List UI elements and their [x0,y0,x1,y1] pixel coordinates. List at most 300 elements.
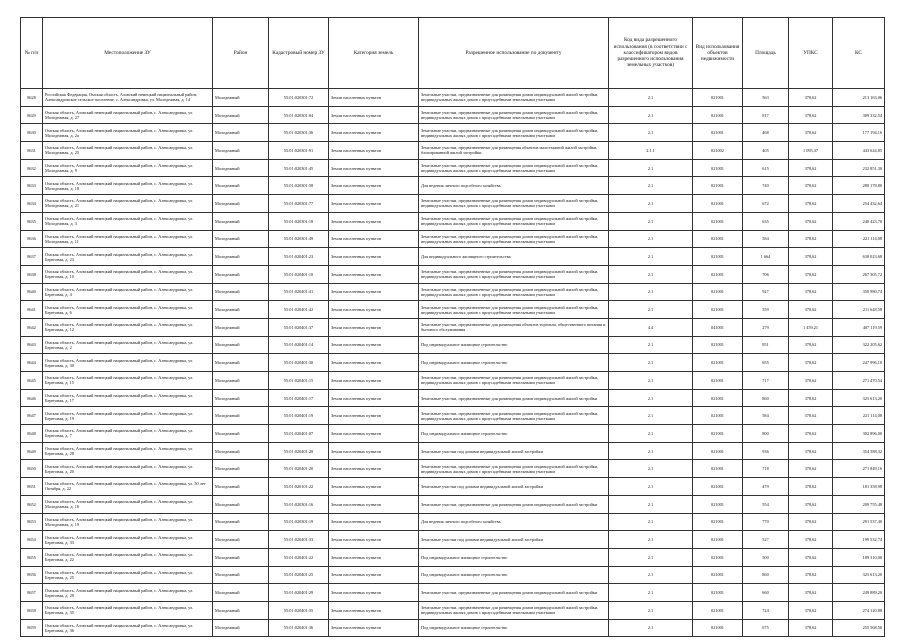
cell-text: 8632 [27,165,36,171]
cell-text: Земли населенных пунктов [331,165,381,171]
cell-text: 55:01:020401:17 [283,395,314,401]
cell-land-category [329,389,419,407]
cell-text: 378,62 [804,360,817,366]
cell-text: 240 423,70 [862,218,882,224]
cell-text: Земельные участки, предназначенные для размещения домов индивидуальной жилой застройки, индивидуальных жилых домов с приусадебными земельными участками [421,410,599,421]
cell-text: Молодежный [215,483,240,489]
cell-usage-type [693,89,743,107]
cell-text: 378,62 [804,625,817,631]
cell-permitted-use [419,372,609,390]
cell-cadastral-number [269,318,329,336]
cell-text: Земли населенных пунктов [331,130,381,136]
cell-text: Молодежный [215,554,240,560]
cell-land-category [329,265,419,283]
cell-row-number [21,159,43,177]
cell-use-code [609,230,693,248]
cell-upks [789,177,833,195]
cell-text: 584 [762,413,769,419]
cell-text: Земли населенных пунктов [331,200,381,206]
cell-location [43,513,213,531]
cell-permitted-use [419,513,609,531]
cell-location [43,265,213,283]
cell-permitted-use [419,177,609,195]
cell-text: 8630 [27,130,36,136]
cell-district [213,159,269,177]
cell-location [43,283,213,301]
cell-location [43,248,213,266]
cell-text: Молодежный [215,112,240,118]
cell-land-category [329,372,419,390]
cell-text: Земли населенных пунктов [331,590,381,596]
cell-text: 2.1 [647,183,654,189]
cell-cadastral-value [833,177,885,195]
cell-text: 2.1 [647,112,654,118]
cell-land-category [329,195,419,213]
cell-text: 021001 [711,448,724,454]
cell-row-number [21,425,43,443]
cell-text: 55:01:020401:23 [283,254,314,260]
cell-district [213,548,269,566]
cell-land-category [329,584,419,602]
cell-use-code [609,566,693,584]
cell-text: 55:01:020401:10 [283,271,314,277]
cell-text: 325 613,20 [862,395,882,401]
cell-text: Земли населенных пунктов [331,94,381,100]
cell-permitted-use [419,265,609,283]
cell-text: 378,62 [804,200,817,206]
cell-location [43,566,213,584]
cell-text: 211 648,58 [862,307,882,313]
cell-permitted-use [419,425,609,443]
column-header-cadastral-value: КС [833,18,885,89]
cell-row-number [21,177,43,195]
cell-text: 378,62 [804,236,817,242]
cell-text: 378,62 [804,466,817,472]
cell-cadastral-value [833,89,885,107]
cell-use-code [609,106,693,124]
cell-usage-type [693,230,743,248]
cell-text: Омская область, Азовский немецкий национальный район, с. Александровка, ул. Береговая, д. 22 [45,552,194,563]
cell-area [743,531,789,549]
cell-land-category [329,531,419,549]
cell-text: 2.1 [647,94,654,100]
table-row [21,195,885,213]
cell-text: 55:01:020401:19 [283,413,314,419]
cell-text: Земли населенных пунктов [331,537,381,543]
cell-location [43,495,213,513]
cell-text: 378,62 [804,342,817,348]
cell-text: 021001 [711,130,724,136]
cell-row-number [21,460,43,478]
cell-text: 55:01:020301:45 [283,165,314,171]
cell-text: 378,62 [804,430,817,436]
cell-text: 378,62 [804,307,817,313]
cell-location [43,124,213,142]
cell-text: 021001 [711,607,724,613]
cell-use-code [609,159,693,177]
cell-text: 354 388,32 [862,448,882,454]
cell-row-number [21,407,43,425]
cell-location [43,548,213,566]
cell-text: 2.1 [647,554,654,560]
cell-use-code [609,407,693,425]
cell-text: Земли населенных пунктов [331,466,381,472]
cell-text: 8635 [27,218,36,224]
cell-cadastral-number [269,89,329,107]
cell-cadastral-value [833,283,885,301]
cell-text: Омская область, Азовский немецкий национальный район, с. Александровка, ул. Береговая, д. 2 [45,339,194,350]
cell-cadastral-value [833,265,885,283]
table-row [21,548,885,566]
cell-land-category [329,566,419,584]
cell-text: 55:01:020401:15 [283,377,314,383]
cell-cadastral-number [269,372,329,390]
cell-upks [789,89,833,107]
cell-text: 8634 [27,200,36,206]
cell-text: Земли населенных пунктов [331,236,381,242]
cell-row-number [21,248,43,266]
cell-location [43,354,213,372]
cell-text: 55:01:020301:16 [283,501,314,507]
column-header-upks: УПКС [789,18,833,89]
table-row [21,177,885,195]
cell-location [43,336,213,354]
table-row [21,601,885,619]
cell-text: Омская область, Азовский немецкий национальный район, с. Александровка, ул. Береговая, д. 19 [45,410,194,421]
cell-use-code [609,124,693,142]
cell-text: 55:01:020301:91 [283,147,314,153]
table-row [21,106,885,124]
cell-text: 443 624,85 [862,147,882,153]
cell-area [743,495,789,513]
cell-text: 021001 [711,430,724,436]
cell-land-category [329,301,419,319]
cell-district [213,513,269,531]
table-row [21,584,885,602]
cell-cadastral-number [269,177,329,195]
cell-area [743,478,789,496]
cell-land-category [329,230,419,248]
cell-usage-type [693,584,743,602]
cell-row-number [21,336,43,354]
cell-district [213,442,269,460]
cell-text: 021001 [711,413,724,419]
table-row [21,531,885,549]
cell-text: 8633 [27,183,36,189]
cell-use-code [609,442,693,460]
cell-area [743,460,789,478]
cell-area [743,566,789,584]
cell-cadastral-number [269,159,329,177]
cell-location [43,106,213,124]
cell-text: 55:01:020401:29 [283,590,314,596]
cell-area [743,425,789,443]
cell-location [43,584,213,602]
cell-land-category [329,354,419,372]
cell-text: Омская область, Азовский немецкий национальный район, с. Александровка, ул. Молодежная, д. 9 [45,163,194,174]
cell-cadastral-value [833,548,885,566]
cell-text: 718 [762,466,769,472]
cell-district [213,389,269,407]
cell-text: 2.1 [647,537,654,543]
cell-upks [789,159,833,177]
cell-text: Молодежный [215,342,240,348]
cell-text: 021002 [711,147,724,153]
cell-use-code [609,619,693,637]
cell-area [743,89,789,107]
cell-text: Омская область, Азовский немецкий национальный район, с. Александровка, ул. Береговая, д. 25 [45,569,194,580]
cell-text: 479 [762,483,769,489]
cell-area [743,389,789,407]
cell-cadastral-value [833,336,885,354]
cell-permitted-use [419,478,609,496]
cell-use-code [609,89,693,107]
cell-text: 021001 [711,342,724,348]
cell-text: 55:01:020401:28 [283,448,314,454]
cell-row-number [21,230,43,248]
cell-location [43,195,213,213]
cell-text: Молодежный [215,395,240,401]
cell-text: 021001 [711,572,724,578]
cell-area [743,212,789,230]
cell-cadastral-number [269,142,329,160]
cell-text: Земельные участки, предназначенные для размещения домов индивидуальной жилой застройки [421,395,598,401]
cell-text: 021001 [711,377,724,383]
cell-row-number [21,548,43,566]
cell-usage-type [693,195,743,213]
cell-usage-type [693,336,743,354]
cell-text: Омская область, Азовский немецкий национальный район, с. Александровка, ул. Береговая, д. 4 [45,286,194,297]
cell-text: 181 358,98 [862,483,882,489]
cell-cadastral-value [833,531,885,549]
cell-cadastral-value [833,124,885,142]
table-row [21,248,885,266]
cell-text: Омская область, Азовский немецкий национальный район, с. Александровка, ул. Береговая, д. 12 [45,322,194,333]
cell-usage-type [693,354,743,372]
cell-upks [789,318,833,336]
cell-text: Омская область, Азовский немецкий национальный район, с. Александровка, ул. Береговая, д. 29 [45,587,194,598]
cell-text: Молодежный [215,289,240,295]
cell-text: 189 310,00 [862,554,882,560]
cell-area [743,248,789,266]
cell-area [743,301,789,319]
cell-text: Земли населенных пунктов [331,395,381,401]
cell-cadastral-value [833,354,885,372]
cell-cadastral-value [833,301,885,319]
cell-land-category [329,212,419,230]
cell-district [213,177,269,195]
cell-text: 378,62 [804,501,817,507]
cell-text: 021001 [711,501,724,507]
cell-text: 55:01:020401:37 [283,324,314,330]
cell-text: 8638 [27,271,36,277]
cell-cadastral-value [833,142,885,160]
cell-text: 279 [762,324,769,330]
cell-usage-type [693,531,743,549]
cell-area [743,354,789,372]
cell-permitted-use [419,336,609,354]
cell-upks [789,601,833,619]
cell-upks [789,407,833,425]
cell-text: Земельные участки, предназначенные для размещения домов индивидуальной жилой застройки, индивидуальных жилых домов с приусадебными земельными участками [421,375,599,386]
cell-text: 8649 [27,448,36,454]
cell-text: Земли населенных пунктов [331,501,381,507]
cell-text: 021001 [711,200,724,206]
cell-text: 770 [762,519,769,525]
cell-cadastral-value [833,513,885,531]
cell-row-number [21,195,43,213]
cell-text: 378,62 [804,395,817,401]
cell-text: 55:01:020301:84 [283,112,314,118]
cell-text: Омская область, Азовский немецкий национальный район, с. Александровка, ул. Молодежная, д. 2а [45,127,194,138]
cell-text: 8647 [27,413,36,419]
cell-text: Омская область, Азовский немецкий национальный район, с. Александровка, ул. Молодежная, д. 16 [45,499,194,510]
cell-upks [789,142,833,160]
table-row [21,124,885,142]
cell-text: 2.1 [647,218,654,224]
cell-cadastral-value [833,425,885,443]
cell-text: Для индивидуального жилищного строительства [421,254,511,260]
cell-text: 309 332,54 [862,112,882,118]
cell-cadastral-value [833,212,885,230]
cell-text: 041001 [711,324,724,330]
cell-text: Земли населенных пунктов [331,519,381,525]
cell-text: Земельные участки, предназначенные для размещения домов индивидуальной жилой застройки, индивидуальных жилых домов с приусадебными земельными участками [421,110,599,121]
cell-upks [789,283,833,301]
cell-text: 267 305,72 [862,271,882,277]
cell-text: 500 [762,554,769,560]
cell-text: Молодежный [215,448,240,454]
cell-land-category [329,142,419,160]
cell-text: 717 [762,377,769,383]
cell-text: 221 114,08 [862,413,882,419]
cell-text: 021001 [711,483,724,489]
cell-area [743,142,789,160]
cell-use-code [609,425,693,443]
cell-text: 021001 [711,554,724,560]
column-header-cadastral-number: Кадастровый номер ЗУ [269,18,329,89]
cell-text: 221 114,08 [862,236,882,242]
cell-upks [789,442,833,460]
cell-text: 706 [762,271,769,277]
cell-use-code [609,584,693,602]
cell-text: Земельные участки, предназначенные для размещения домов индивидуальной жилой застройки, индивидуальных жилых домов с приусадебными земельными участками [421,92,599,103]
cell-text: 378,62 [804,218,817,224]
cell-text: 55:01:020401:14 [283,342,314,348]
cell-text: Земельные участки, предназначенные для размещения домов индивидуальной жилой застройки, индивидуальных жилых домов с приусадебными земельными участками [421,198,599,209]
cell-text: Омская область, Азовский немецкий национальный район, с. Александровка, ул. Молодежная, д. 21 [45,198,194,209]
cell-district [213,106,269,124]
cell-use-code [609,212,693,230]
cell-text: 55:01:020301:19 [283,519,314,525]
cell-text: Земли населенных пунктов [331,271,381,277]
cell-district [213,89,269,107]
cell-text: Земельные участки, предназначенные для размещения домов индивидуальной жилой застройки, индивидуальных жилых домов с приусадебными земельными участками [421,463,599,474]
cell-permitted-use [419,566,609,584]
cell-cadastral-number [269,495,329,513]
cell-district [213,566,269,584]
table-row [21,265,885,283]
cell-usage-type [693,548,743,566]
cell-text: 55:01:020401:36 [283,625,314,631]
cell-usage-type [693,460,743,478]
cell-text: Молодежный [215,625,240,631]
cell-text: 021001 [711,165,724,171]
cell-text: 2.1 [647,448,654,454]
cell-upks [789,372,833,390]
cell-text: 936 [762,448,769,454]
cell-text: 1 459,21 [802,324,819,330]
cell-text: 55:01:020401:33 [283,537,314,543]
cell-text: 740 [762,183,769,189]
cell-text: Молодежный [215,413,240,419]
cell-text: 8640 [27,289,36,295]
cell-text: Омская область, Азовский немецкий национальный район, с. Александровка, ул. 50 лет Октября, д. 22 [45,481,206,492]
cell-text: 255 568,50 [862,625,882,631]
cell-permitted-use [419,619,609,637]
cell-text: Для ведения личного подсобного хозяйства [421,519,501,525]
table-row [21,495,885,513]
cell-text: Молодежный [215,271,240,277]
cell-usage-type [693,442,743,460]
cell-text: 55:01:020401:41 [283,289,314,295]
cell-land-category [329,442,419,460]
cell-text: 8654 [27,537,36,543]
cell-row-number [21,265,43,283]
cell-text: Земельные участки, предназначенные для размещения домов индивидуальной жилой застройки, индивидуальных жилых домов с приусадебными земельными участками [421,216,599,227]
cell-row-number [21,478,43,496]
cell-text: 378,62 [804,519,817,525]
cell-text: Под индивидуальное жилищное строительство [421,625,508,631]
cell-text: 927 [762,289,769,295]
cell-text: 8658 [27,607,36,613]
cell-text: 378,62 [804,554,817,560]
cell-text: 8637 [27,254,36,260]
cell-text: 1 664 [760,254,771,260]
table-row [21,372,885,390]
cell-permitted-use [419,124,609,142]
cell-permitted-use [419,89,609,107]
cell-text: 322 205,62 [862,342,882,348]
cell-text: 860 [762,395,769,401]
cell-text: 55:01:020301:36 [283,130,314,136]
cell-use-code [609,513,693,531]
cell-text: 55:01:020401:22 [283,554,314,560]
cell-text: 021001 [711,254,724,260]
cell-location [43,531,213,549]
cell-text: Земли населенных пунктов [331,147,381,153]
cell-text: Земли населенных пунктов [331,218,381,224]
cadastral-value-table [20,17,885,637]
cell-land-category [329,495,419,513]
cell-cadastral-value [833,442,885,460]
cell-text: 2.1 [647,607,654,613]
cell-text: 378,62 [804,377,817,383]
cell-text: 8628 [27,94,36,100]
cell-use-code [609,531,693,549]
cell-land-category [329,318,419,336]
cell-text: 8651 [27,483,36,489]
cell-text: Земли населенных пунктов [331,307,381,313]
cell-text: Молодежный [215,466,240,472]
cell-district [213,531,269,549]
cell-row-number [21,566,43,584]
cell-area [743,442,789,460]
cell-area [743,336,789,354]
cell-text: Земельные участки, предназначенные для размещения домов индивидуальной жилой застройки, индивидуальных жилых домов с приусадебными земельными участками [421,127,599,138]
cell-text: 378,62 [804,289,817,295]
cell-text: 378,62 [804,271,817,277]
